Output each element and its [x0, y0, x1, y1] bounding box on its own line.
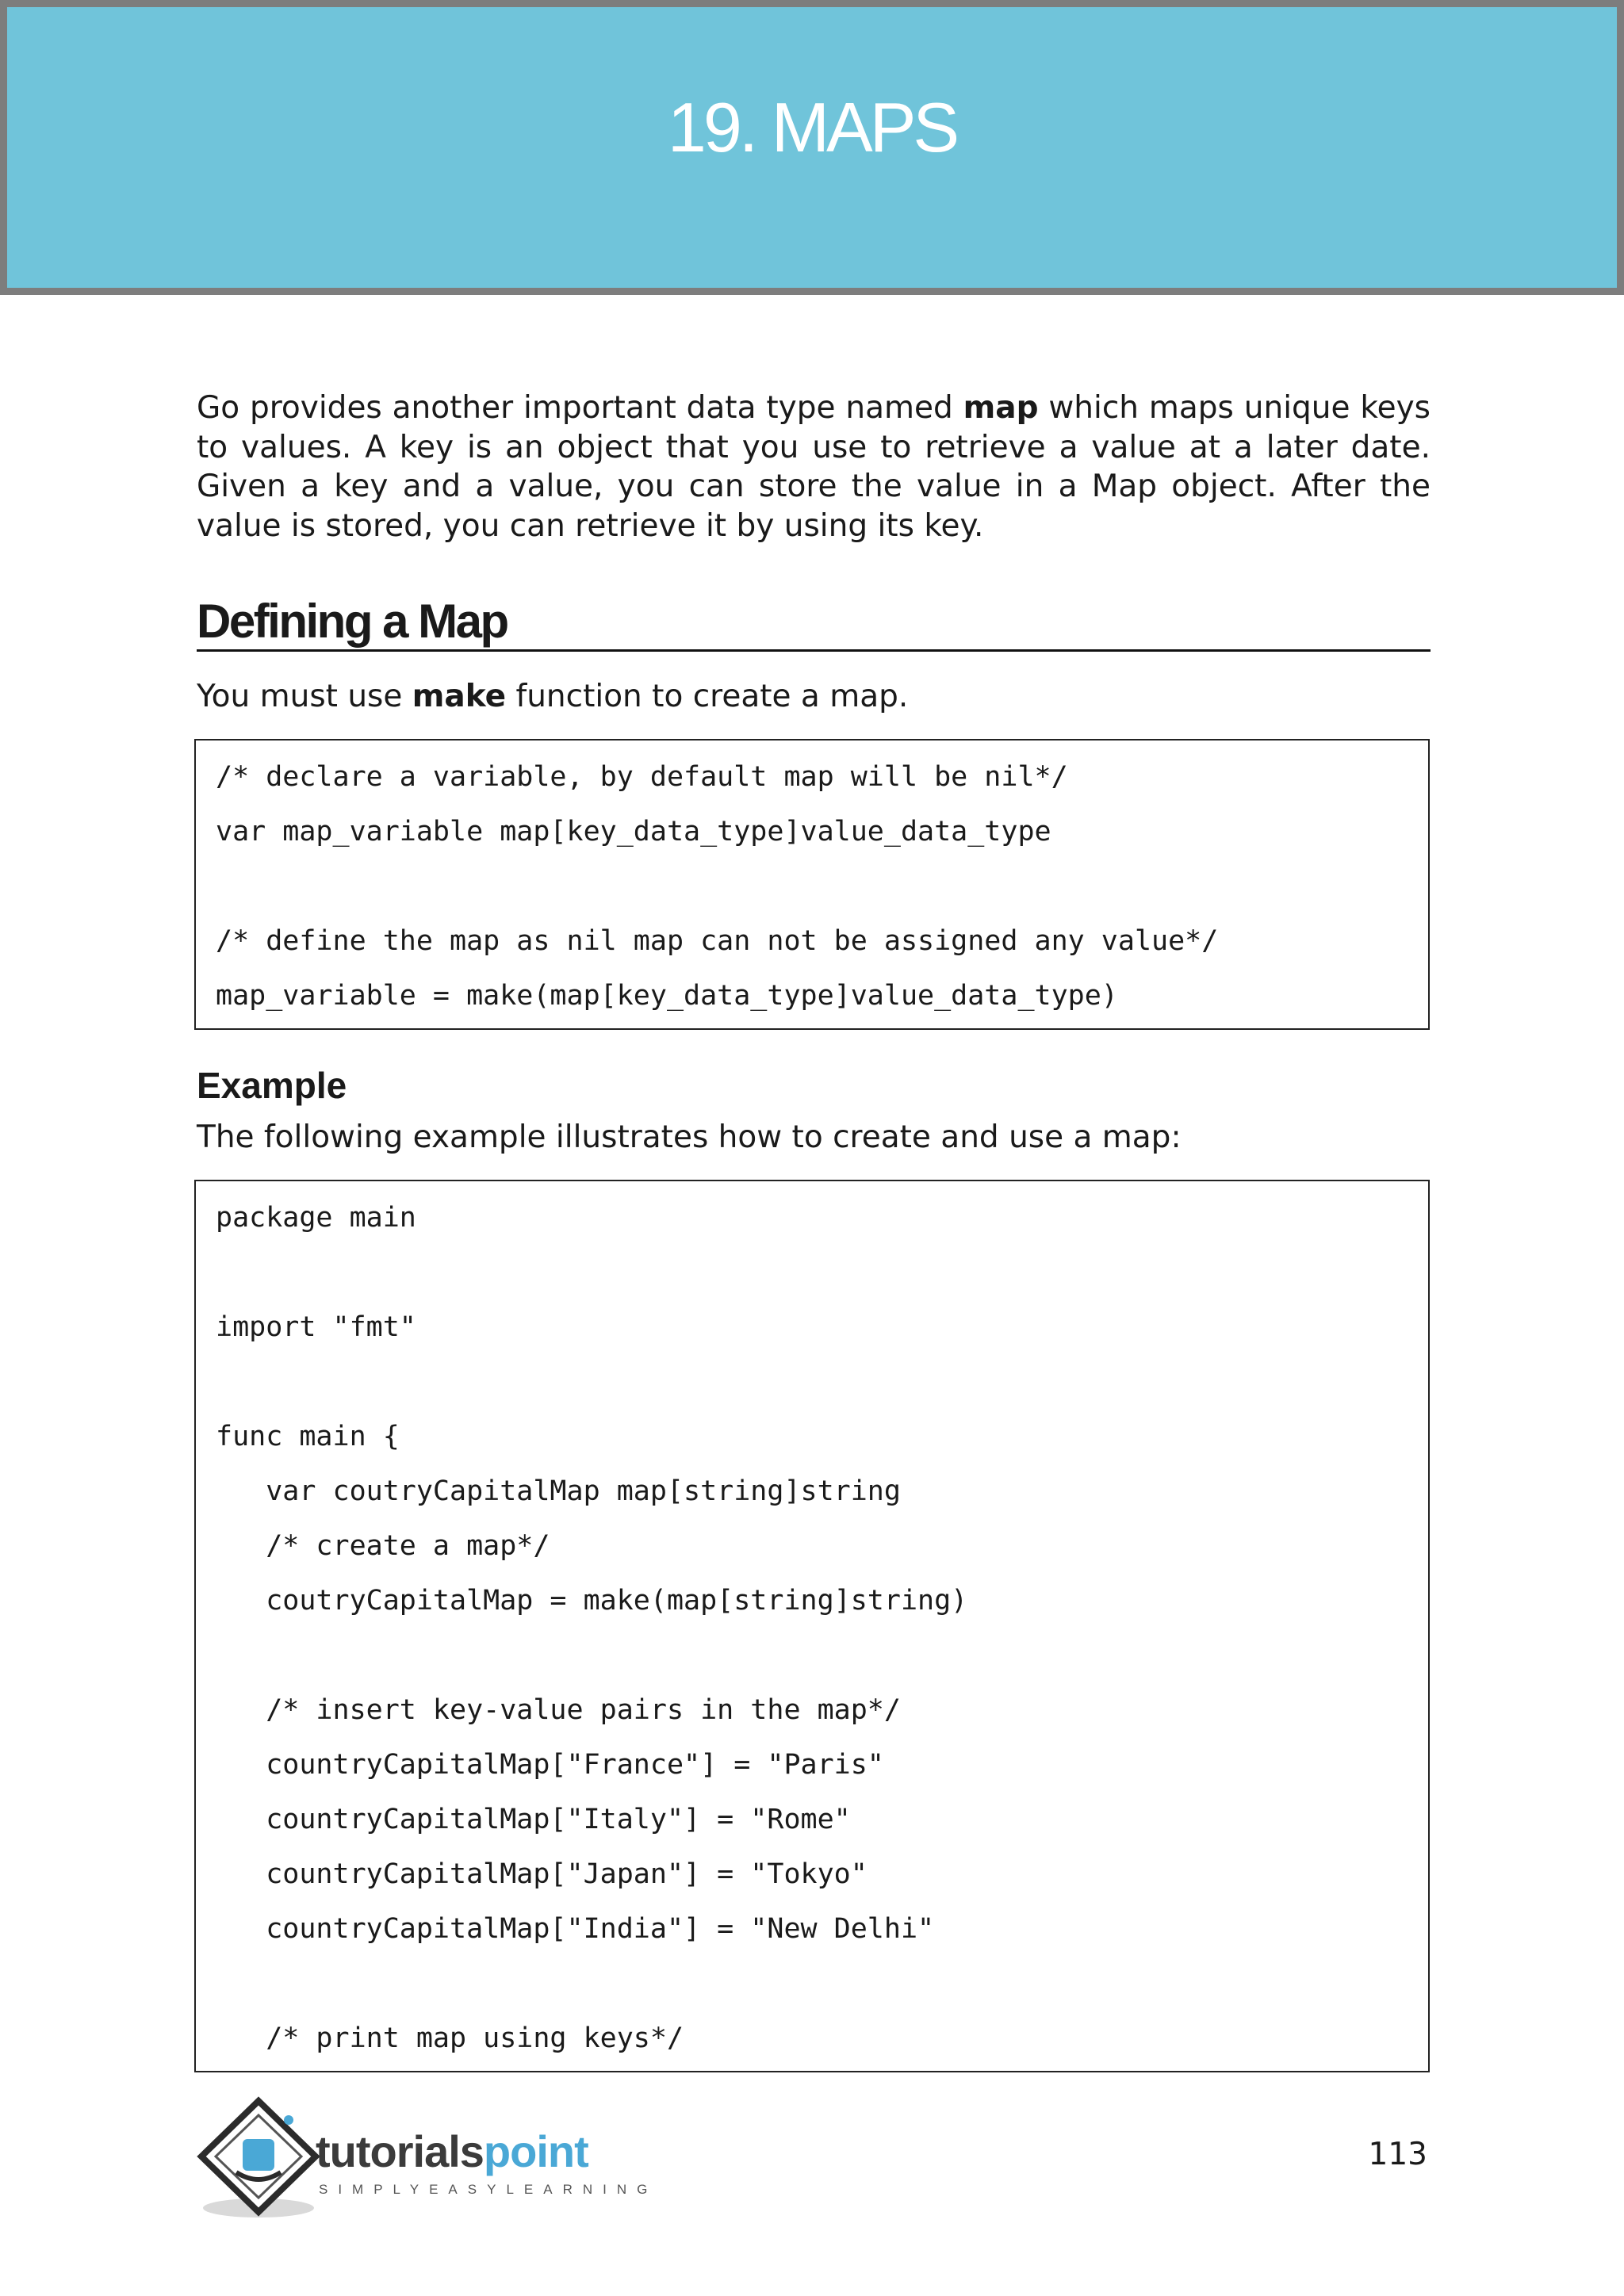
intro-text-1: Go provides another important data type named: [197, 390, 963, 426]
intro-bold-map: map: [963, 390, 1039, 426]
code-block-example: [194, 1180, 1430, 2072]
code-line: var map_variable map[key_data_type]value_data_type: [216, 816, 1051, 848]
intro-paragraph: [197, 388, 1431, 545]
defining-lead-text-1: You must use: [197, 679, 412, 714]
logo-diamond-icon: [195, 2093, 330, 2228]
code-line: countryCapitalMap["Japan"] = "Tokyo": [216, 1858, 868, 1890]
intro-text-2: which maps unique keys to values. A key is an object that you use to retrieve a value at a later date. Given a key and a value, you can store the value in a Map object. After the value is stored, you can retrieve it by using its key.: [197, 390, 1431, 544]
chapter-title: 19. MAPS: [667, 88, 957, 166]
code-line: countryCapitalMap["India"] = "New Delhi": [216, 1913, 935, 1945]
defining-lead: [197, 677, 1431, 716]
code-line: /* declare a variable, by default map will be nil*/: [216, 761, 1068, 793]
tutorialspoint-logo: [195, 2093, 658, 2228]
code-line: countryCapitalMap["Italy"] = "Rome": [216, 1804, 851, 1835]
code-line: [216, 1355, 1428, 1410]
code-line: var coutryCapitalMap map[string]string: [216, 1475, 901, 1507]
section-heading-defining-map: Defining a Map: [197, 596, 1431, 652]
code-line: /* define the map as nil map can not be assigned any value*/: [216, 925, 1219, 957]
code-line: [216, 1957, 1428, 2011]
chapter-banner: [0, 0, 1624, 295]
code-line: /* create a map*/: [216, 1530, 550, 1562]
code-line: import "fmt": [216, 1311, 416, 1343]
code-line: [216, 1246, 1428, 1300]
code-line: [216, 1628, 1428, 1683]
code-line: map_variable = make(map[key_data_type]value_data_type): [216, 980, 1118, 1012]
section-heading-example: Example: [197, 1065, 347, 1106]
code-line: [216, 859, 1428, 914]
logo-wordmark: [316, 2126, 588, 2176]
code-line: /* print map using keys*/: [216, 2022, 684, 2054]
code-line: coutryCapitalMap = make(map[string]string): [216, 1585, 968, 1617]
page-number: 113: [1368, 2137, 1427, 2172]
logo-word-tutorials: tutorials: [316, 2126, 484, 2176]
code-block-defining: [194, 739, 1430, 1030]
code-line: /* insert key-value pairs in the map*/: [216, 1694, 901, 1726]
defining-lead-text-2: function to create a map.: [506, 679, 909, 714]
code-line: func main {: [216, 1421, 400, 1452]
defining-lead-bold-make: make: [412, 679, 507, 714]
logo-tagline: SIMPLYEASYLEARNING: [319, 2182, 658, 2197]
logo-word-point: point: [483, 2126, 588, 2176]
example-lead: The following example illustrates how to create and use a map:: [197, 1119, 1182, 1155]
code-line: package main: [216, 1202, 416, 1234]
code-line: countryCapitalMap["France"] = "Paris": [216, 1749, 884, 1781]
